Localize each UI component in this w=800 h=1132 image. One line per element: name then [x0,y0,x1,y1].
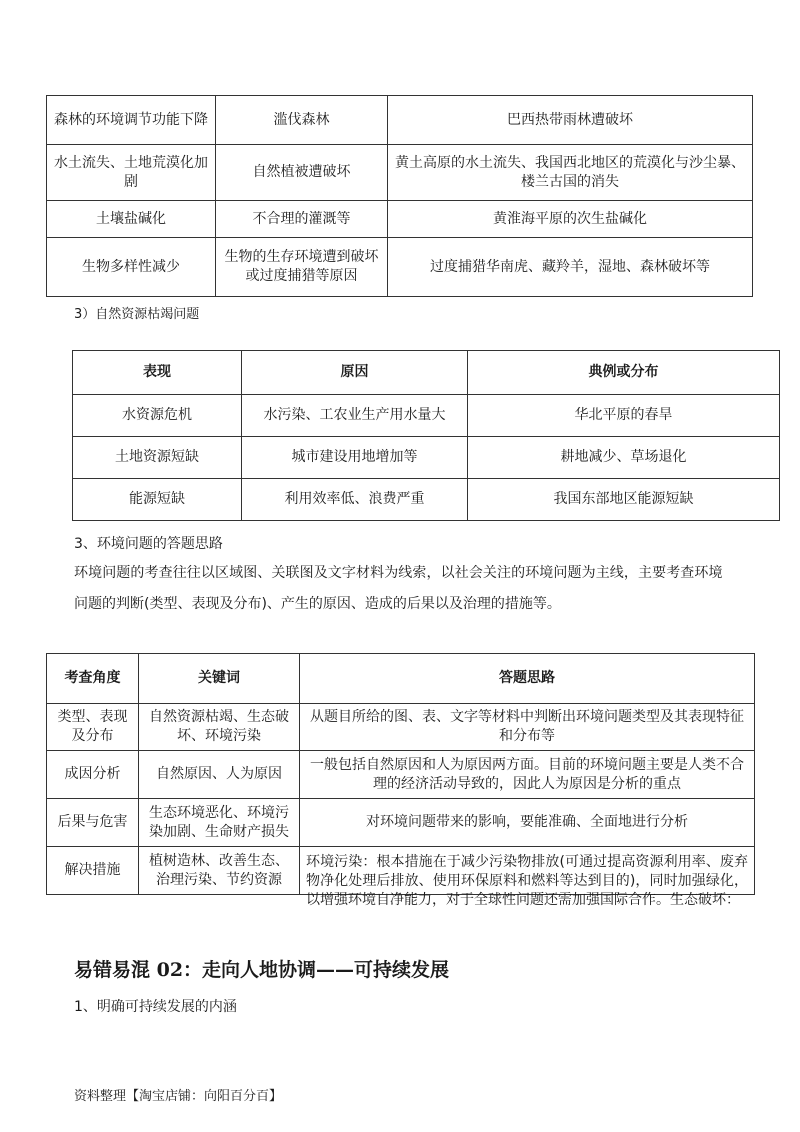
section-heading-resources: 3）自然资源枯竭问题 [74,307,200,322]
table-cell: 过度捕猎华南虎、藏羚羊，湿地、森林破坏等 [388,238,753,297]
table-cell: 华北平原的春旱 [468,395,780,437]
table-cell: 城市建设用地增加等 [242,437,468,479]
table-cell: 对环境问题带来的影响，要能准确、全面地进行分析 [300,799,755,847]
table-cell: 成因分析 [47,751,139,799]
table-cell: 生物多样性减少 [47,238,216,297]
environment-problems-table [46,95,753,297]
table-cell: 水污染、工农业生产用水量大 [242,395,468,437]
table-cell: 滥伐森林 [216,96,388,145]
table-cell: 植树造林、改善生态、治理污染、节约资源 [139,847,300,895]
table-cell: 土壤盐碱化 [47,201,216,238]
table-cell: 自然资源枯竭、生态破坏、环境污染 [139,704,300,751]
section-title: 易错易混 02：走向人地协调——可持续发展 [74,959,450,981]
table-cell: 土地资源短缺 [73,437,242,479]
table-cell: 自然植被遭破坏 [216,145,388,201]
paragraph-line: 环境问题的考查往往以区域图、关联图及文字材料为线索，以社会关注的环境问题为主线，主要考查环境 [74,565,723,581]
table-cell: 黄土高原的水土流失、我国西北地区的荒漠化与沙尘暴、楼兰古国的消失 [388,145,753,201]
answer-approach-table [46,653,755,908]
section-heading-thinking: 3、环境问题的答题思路 [74,536,223,552]
table-cell: 水资源危机 [73,395,242,437]
table-cell: 解决措施 [47,847,139,895]
table-cell: 能源短缺 [73,479,242,521]
table-cell: 黄淮海平原的次生盐碱化 [388,201,753,238]
table-cell: 巴西热带雨林遭破坏 [388,96,753,145]
table-cell: 我国东部地区能源短缺 [468,479,780,521]
resource-depletion-table [72,350,780,521]
paragraph-line: 问题的判断(类型、表现及分布)、产生的原因、造成的后果以及治理的措施等。 [74,596,561,612]
table-cell: 利用效率低、浪费严重 [242,479,468,521]
table-cell [300,847,755,908]
footer-note: 资料整理【淘宝店铺：向阳百分百】 [74,1089,283,1104]
table-header: 典例或分布 [468,351,780,395]
table-cell: 不合理的灌溉等 [216,201,388,238]
table-cell: 后果与危害 [47,799,139,847]
table-cell: 耕地减少、草场退化 [468,437,780,479]
table-header: 原因 [242,351,468,395]
table-header: 表现 [73,351,242,395]
table-cell: 类型、表现及分布 [47,704,139,751]
table-cell: 生物的生存环境遭到破坏或过度捕猎等原因 [216,238,388,297]
table-cell: 水土流失、土地荒漠化加剧 [47,145,216,201]
table-cell: 森林的环境调节功能下降 [47,96,216,145]
table-header: 考查角度 [47,654,139,704]
truncated-cell-text: 环境污染：根本措施在于减少污染物排放(可通过提高资源利用率、废弃物净化处理后排放、使用环保原料和燃料等达到目的)，同时加强绿化，以增强环境自净能力，对于全球性问题还需加强国际合作。生态破坏： [306,853,748,908]
table-header: 答题思路 [300,654,755,704]
table-cell: 从题目所给的图、表、文字等材料中判断出环境问题类型及其表现特征和分布等 [300,704,755,751]
table-cell: 生态环境恶化、环境污染加剧、生命财产损失 [139,799,300,847]
table-cell: 一般包括自然原因和人为原因两方面。目前的环境问题主要是人类不合理的经济活动导致的，因此人为原因是分析的重点 [300,751,755,799]
section-heading-connotation: 1、明确可持续发展的内涵 [74,999,237,1015]
table-cell: 自然原因、人为原因 [139,751,300,799]
table-header: 关键词 [139,654,300,704]
